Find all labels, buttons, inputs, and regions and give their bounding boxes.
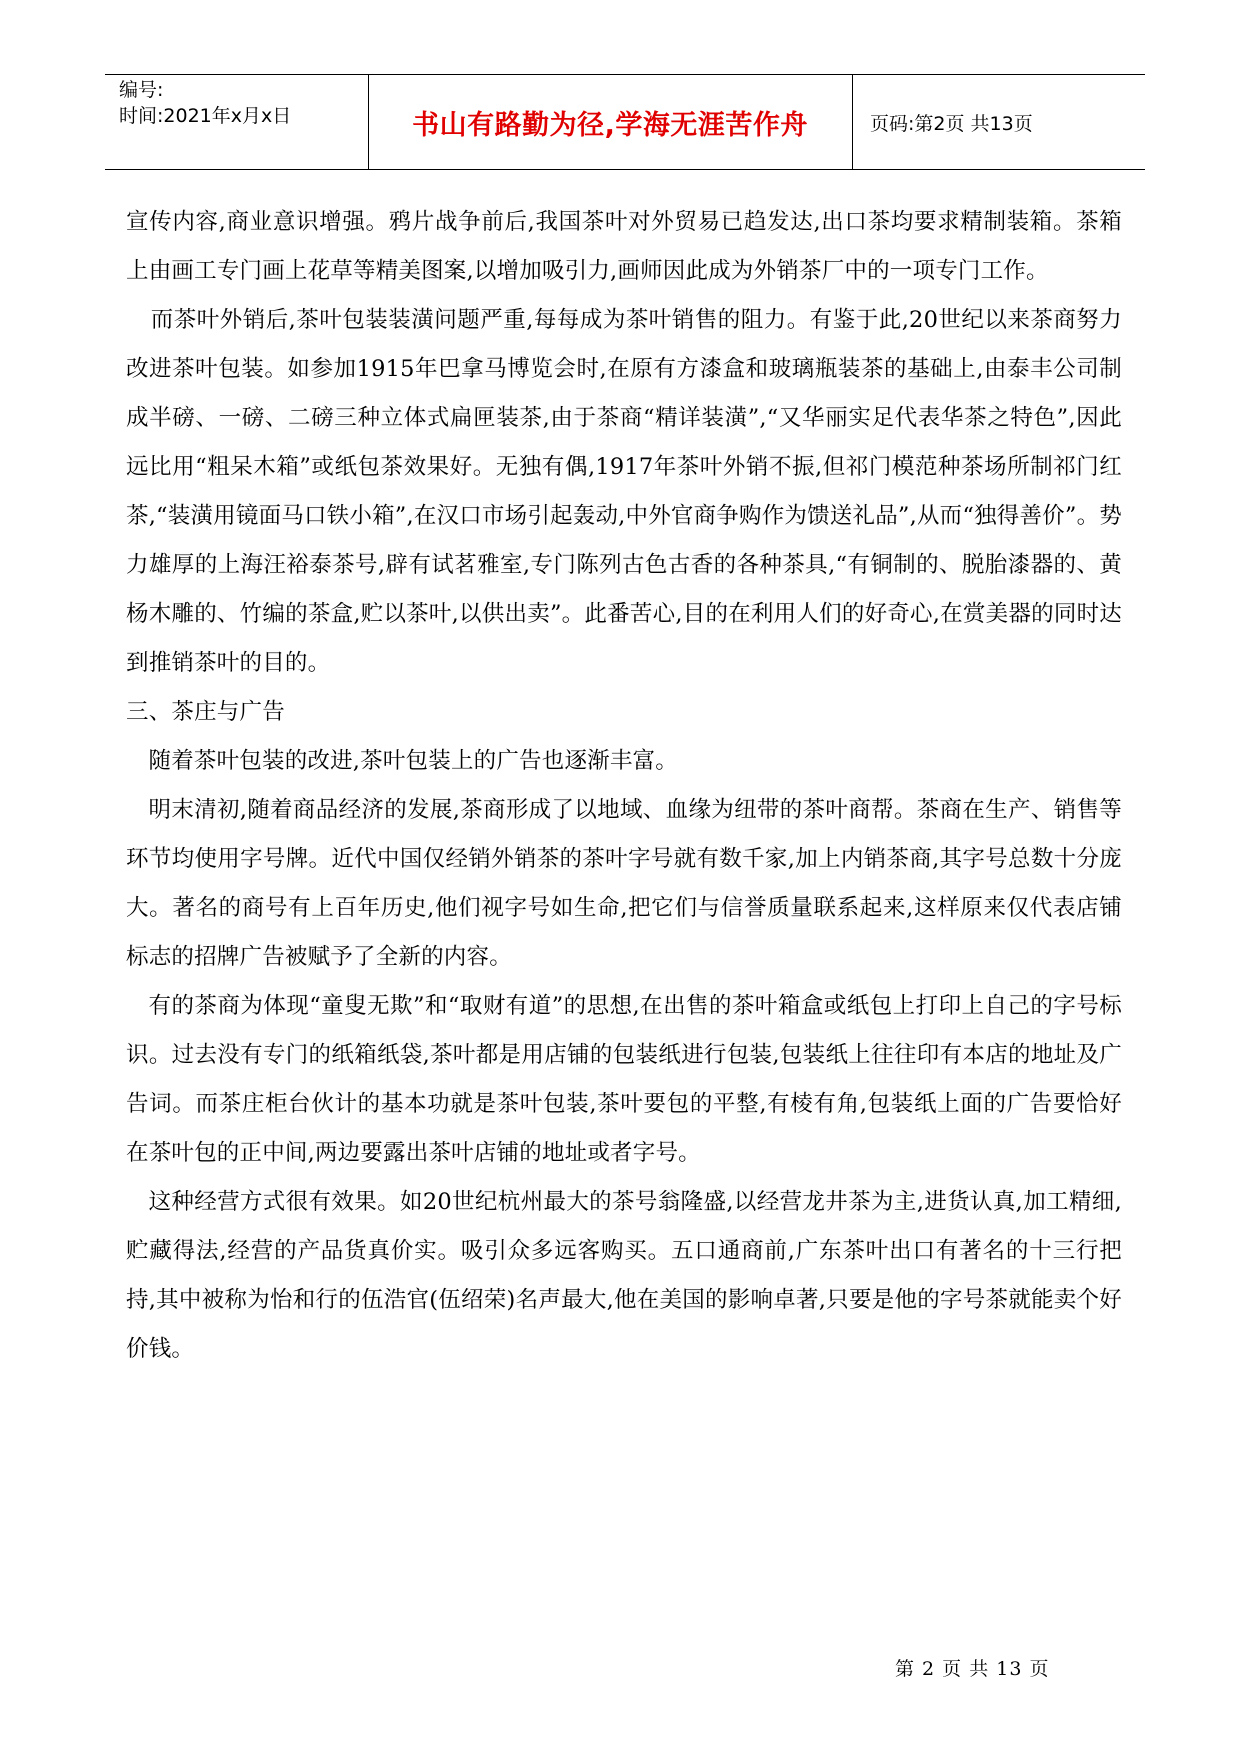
header-meta: [105, 75, 369, 169]
paragraph: 宣传内容,商业意识增强。鸦片战争前后,我国茶叶对外贸易已趋发达,出口茶均要求精制装箱。茶箱上由画工专门画上花草等精美图案,以增加吸引力,画师因此成为外销茶厂中的一项专门工作。: [126, 209, 1122, 284]
paragraph: 明末清初,随着商品经济的发展,茶商形成了以地域、血缘为纽带的茶叶商帮。茶商在生产、销售等环节均使用字号牌。近代中国仅经销外销茶的茶叶字号就有数千家,加上内销茶商,其字号总数十分庞大。著名的商号有上百年历史,他们视字号如生命,把它们与信誉质量联系起来,这样原来仅代表店铺标志的招牌广告被赋予了全新的内容。: [126, 797, 1122, 970]
page-header: [105, 74, 1145, 170]
page-footer: 第 2 页 共 13 页: [895, 1658, 1050, 1680]
section-heading: 三、茶庄与广告: [126, 699, 285, 725]
header-page-info: 页码:第2页 共13页: [870, 112, 1033, 135]
paragraph: 随着茶叶包装的改进,茶叶包装上的广告也逐渐丰富。: [148, 748, 678, 774]
header-motto: 书山有路勤为径,学海无涯苦作舟: [368, 75, 853, 169]
paragraph: 这种经营方式很有效果。如20世纪杭州最大的茶号翁隆盛,以经营龙井茶为主,进货认真,加工精细,贮藏得法,经营的产品货真价实。吸引众多远客购买。五口通商前,广东茶叶出口有著名的十三行把持,其中被称为怡和行的伍浩官(伍绍荣)名声最大,他在美国的影响卓著,只要是他的字号茶就能卖个好价钱。: [126, 1189, 1122, 1362]
paragraph: 而茶叶外销后,茶叶包装装潢问题严重,每每成为茶叶销售的阻力。有鉴于此,20世纪以来茶商努力改进茶叶包装。如参加1915年巴拿马博览会时,在原有方漆盒和玻璃瓶装茶的基础上,由泰丰公司制成半磅、一磅、二磅三种立体式扁匣装茶,由于茶商“精详装潢”,“又华丽实足代表华茶之特色”,因此远比用“粗呆木箱”或纸包茶效果好。无独有偶,1917年茶叶外销不振,但祁门模范种茶场所制祁门红茶,“装潢用镜面马口铁小箱”,在汉口市场引起轰动,中外官商争购作为馈送礼品”,从而“独得善价”。势力雄厚的上海汪裕泰茶号,辟有试茗雅室,专门陈列古色古香的各种茶具,“有铜制的、脱胎漆器的、黄杨木雕的、竹编的茶盒,贮以茶叶,以供出卖”。此番苦心,目的在利用人们的好奇心,在赏美器的同时达到推销茶叶的目的。: [126, 307, 1122, 676]
document-body: [126, 198, 1122, 1374]
document-number-label: 编号:: [119, 79, 164, 101]
paragraph: 有的茶商为体现“童叟无欺”和“取财有道”的思想,在出售的茶叶箱盒或纸包上打印上自己的字号标识。过去没有专门的纸箱纸袋,茶叶都是用店铺的包装纸进行包装,包装纸上往往印有本店的地址及广告词。而茶庄柜台伙计的基本功就是茶叶包装,茶叶要包的平整,有棱有角,包装纸上面的广告要恰好在茶叶包的正中间,两边要露出茶叶店铺的地址或者字号。: [126, 993, 1122, 1166]
document-date-label: 时间:2021年x月x日: [119, 105, 292, 127]
